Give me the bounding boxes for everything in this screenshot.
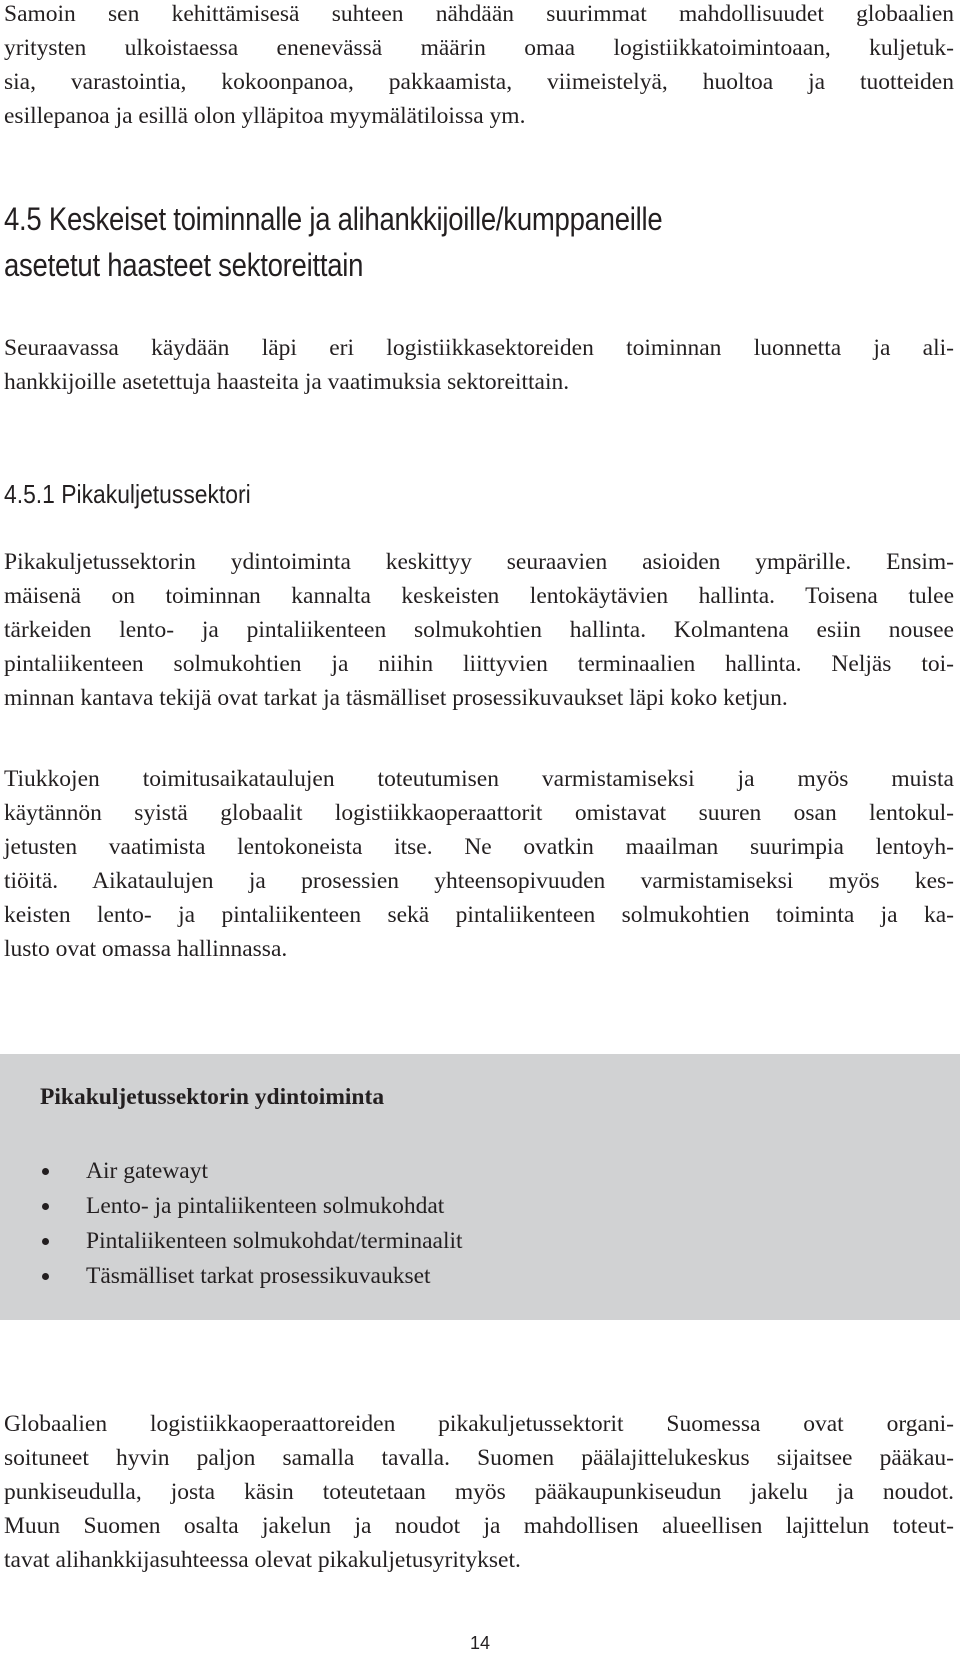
paragraph-3 [4, 1407, 954, 1577]
text-line: pintaliikenteen solmukohtien ja niihin liittyvien terminaalien hallinta. Neljäs toi- [4, 651, 954, 677]
page-number: 14 [469, 1633, 491, 1653]
intro-paragraph [4, 0, 954, 133]
list-item: Täsmälliset tarkat prosessikuvaukset [40, 1259, 463, 1294]
section-heading [4, 196, 662, 288]
bullet-icon [42, 1168, 49, 1175]
text-line: esillepanoa ja esillä olon ylläpitoa myymälätiloissa ym. [4, 103, 526, 129]
text-line: Tiukkojen toimitusaikataulujen toteutumisen varmistamiseksi ja myös muista [4, 766, 954, 792]
text-line: Samoin sen kehittämisesä suhteen nähdään suurimmat mahdollisuudet globaalien [4, 1, 954, 27]
subsection-heading: 4.5.1 Pikakuljetussektori [4, 479, 251, 509]
paragraph-1 [4, 545, 954, 715]
text-line: tavat alihankkijasuhteessa olevat pikakuljetusyritykset. [4, 1547, 521, 1573]
text-line: Seuraavassa käydään läpi eri logistiikkasektoreiden toiminnan luonnetta ja ali- [4, 335, 954, 361]
text-line: minnan kantava tekijä ovat tarkat ja täsmälliset prosessikuvaukset läpi koko ketjun. [4, 685, 788, 711]
section-intro-paragraph [4, 331, 954, 399]
text-line: Muun Suomen osalta jakelun ja noudot ja mahdollisen alueellisen lajittelun toteut- [4, 1513, 954, 1539]
core-activities-list [40, 1154, 463, 1294]
text-line: soituneet hyvin paljon samalla tavalla. Suomen päälajittelukeskus sijaitsee pääkau- [4, 1445, 954, 1471]
text-line: yritysten ulkoistaessa enenevässä määrin omaa logistiikkatoimintoaan, kuljetuk- [4, 35, 954, 61]
list-item: Pintaliikenteen solmukohdat/terminaalit [40, 1224, 463, 1259]
heading-line: asetetut haasteet sektoreittain [4, 247, 364, 283]
text-line: Pikakuljetussektorin ydintoiminta keskittyy seuraavien asioiden ympärille. Ensim- [4, 549, 954, 575]
text-line: tiöitä. Aikataulujen ja prosessien yhteensopivuuden varmistamiseksi myös kes- [4, 868, 954, 894]
text-line: käytännön syistä globaalit logistiikkaoperaattorit omistavat suuren osan lentokul- [4, 800, 954, 826]
core-activities-box [0, 1054, 960, 1320]
bullet-icon [42, 1203, 49, 1210]
box-title: Pikakuljetussektorin ydintoiminta [40, 1084, 385, 1110]
bullet-icon [42, 1238, 49, 1245]
text-line: punkiseudulla, josta käsin toteutetaan myös pääkaupunkiseudun jakelu ja noudot. [4, 1479, 954, 1505]
text-line: keisten lento- ja pintaliikenteen sekä pintaliikenteen solmukohtien toiminta ja ka- [4, 902, 954, 928]
text-line: lusto ovat omassa hallinnassa. [4, 936, 288, 962]
text-line: Globaalien logistiikkaoperaattoreiden pikakuljetussektorit Suomessa ovat organi- [4, 1411, 954, 1437]
text-line: jetusten vaatimista lentokoneista itse. Ne ovatkin maailman suurimpia lentoyh- [4, 834, 954, 860]
bullet-icon [42, 1273, 49, 1280]
heading-line: 4.5 Keskeiset toiminnalle ja alihankkijoille/kumppaneille [4, 201, 663, 237]
text-line: tärkeiden lento- ja pintaliikenteen solmukohtien hallinta. Kolmantena esiin nousee [4, 617, 954, 643]
list-item: Air gatewayt [40, 1154, 463, 1189]
text-line: hankkijoille asetettuja haasteita ja vaatimuksia sektoreittain. [4, 369, 570, 395]
text-line: sia, varastointia, kokoonpanoa, pakkaamista, viimeistelyä, huoltoa ja tuotteiden [4, 69, 954, 95]
list-item: Lento- ja pintaliikenteen solmukohdat [40, 1189, 463, 1224]
text-line: mäisenä on toiminnan kannalta keskeisten lentokäytävien hallinta. Toisena tulee [4, 583, 954, 609]
paragraph-2 [4, 762, 954, 966]
